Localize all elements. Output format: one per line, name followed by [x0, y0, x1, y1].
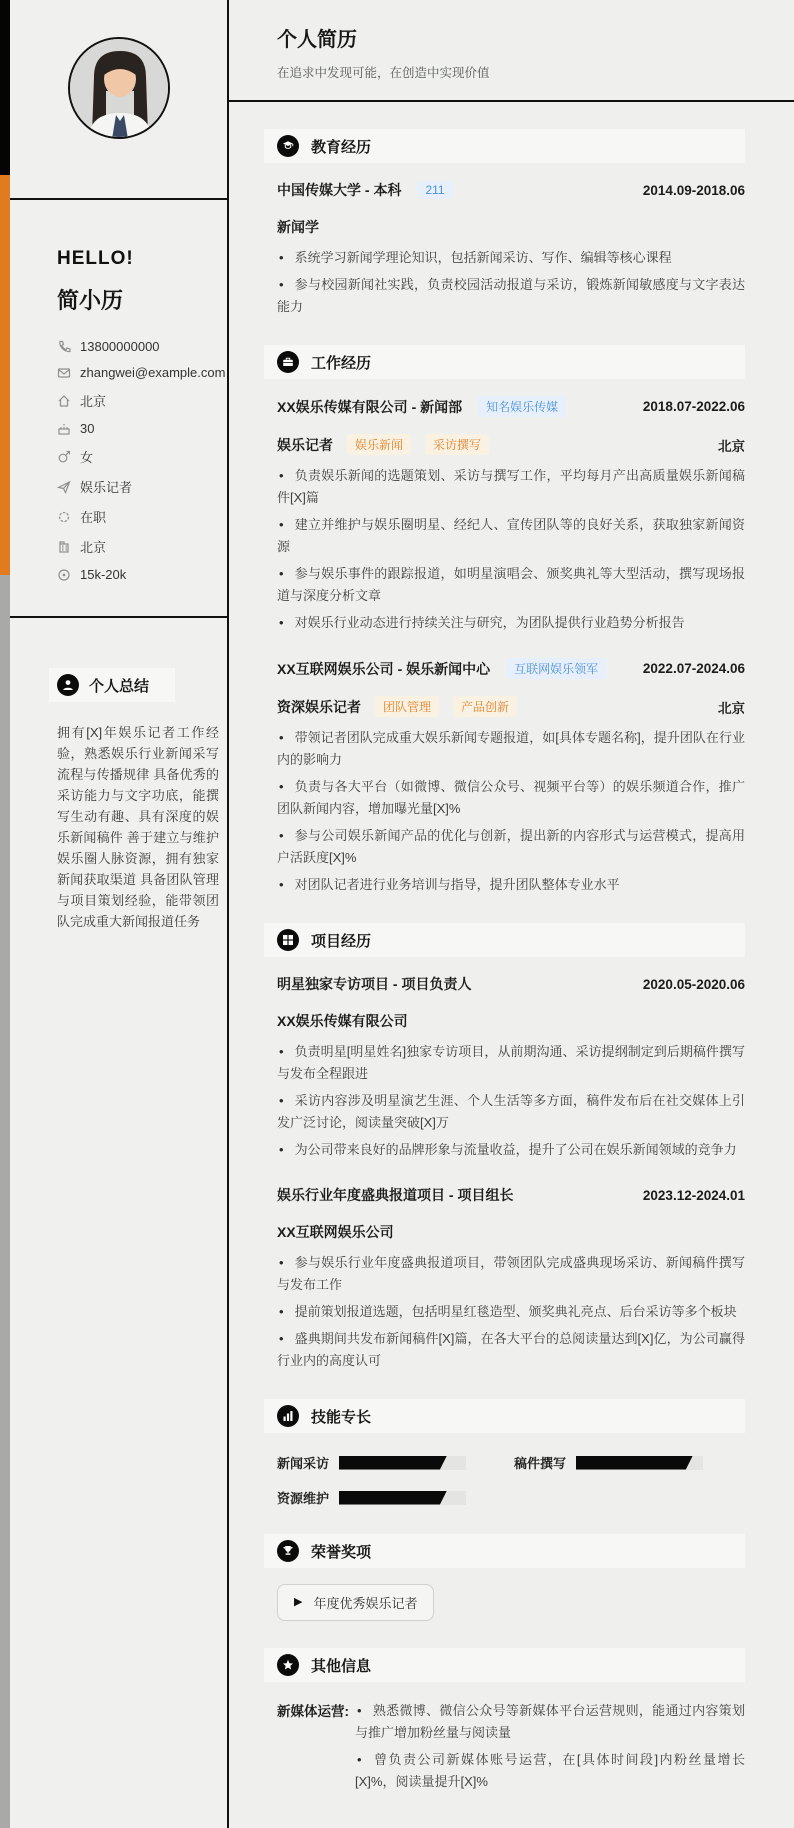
project-title-row	[277, 974, 745, 994]
projects-section	[277, 923, 745, 1372]
project-title-row	[277, 1185, 745, 1205]
job-location: 北京	[718, 438, 745, 454]
bullet-item: • 对娱乐行业动态进行持续关注与研究，为团队提供行业趋势分析报告	[279, 615, 685, 630]
contact-item-email	[57, 365, 226, 380]
home-icon	[57, 394, 71, 408]
summary-title: 个人总结	[89, 677, 150, 695]
page-title: 个人简历	[277, 29, 357, 51]
bullet-item: • 参与娱乐事件的跟踪报道，如明星演唱会、颁奖典礼等大型活动，撰写现场报道与深度分析文章	[277, 566, 745, 603]
city-icon	[57, 540, 71, 554]
bullet-item: • 系统学习新闻学理论知识，包括新闻采访、写作、编辑等核心课程	[279, 250, 672, 265]
major-row	[277, 217, 745, 237]
skill-bar-fill	[339, 1456, 447, 1470]
accent-gray-segment	[0, 575, 10, 1828]
other-info-label: 新媒体运营:	[277, 1704, 349, 1719]
skills-grid	[277, 1453, 703, 1507]
page-subtitle: 在追求中发现可能，在创造中实现价值	[277, 66, 490, 80]
summary-text: 拥有[X]年娱乐记者工作经验，熟悉娱乐行业新闻采写流程与传播规律 具备优秀的采访能力与文字功底，能撰写生动有趣、具有深度的娱乐新闻稿件 善于建立与维护娱乐圈人脉资源，拥有独家新闻获取渠道 具备团队管理与项目策划经验，能带领团队完成重大新闻报道任务	[57, 725, 219, 929]
contact-item-salary	[57, 567, 215, 582]
left-accent-bar	[0, 0, 10, 1828]
skill-label: 稿件撰写	[514, 1456, 567, 1471]
position-icon	[57, 480, 71, 494]
other-section-header	[264, 1648, 745, 1682]
job-company-row	[277, 658, 745, 679]
job-role-row	[277, 434, 745, 455]
other-info-row	[277, 1700, 745, 1798]
honor-label: 年度优秀娱乐记者	[313, 1596, 418, 1611]
project-bullets	[277, 1252, 745, 1372]
job-role-row	[277, 696, 745, 717]
bullet-item: • 为公司带来良好的品牌形象与流量收益，提升了公司在娱乐新闻领域的竞争力	[279, 1142, 737, 1157]
major-name: 新闻学	[277, 219, 319, 235]
contact-value: 女	[80, 450, 94, 465]
education-entry-row	[277, 180, 745, 200]
photo-block	[10, 0, 227, 200]
avatar	[68, 37, 170, 139]
contact-item-city	[57, 537, 215, 556]
project-bullets	[277, 1041, 745, 1161]
role-tag: 采访撰写	[425, 434, 489, 455]
work-section	[277, 345, 745, 896]
age-icon	[57, 422, 71, 436]
contact-value: zhangwei@example.com	[80, 365, 226, 380]
star-icon	[277, 1654, 299, 1676]
school-tag: 211	[417, 181, 452, 199]
job-location: 北京	[718, 700, 745, 716]
bar-chart-icon	[277, 1405, 299, 1427]
contact-value: 30	[80, 421, 95, 436]
person-icon	[57, 674, 79, 696]
section-title: 工作经历	[311, 354, 372, 372]
skill-bar-track	[339, 1456, 466, 1470]
project-company-row	[277, 1011, 745, 1031]
skill-label: 资源维护	[277, 1491, 330, 1506]
education-bullets	[277, 247, 745, 318]
education-section-header	[264, 129, 745, 163]
skill-bar-track	[339, 1491, 466, 1505]
bullet-item: • 负责与各大平台（如微博、微信公众号、视频平台等）的娱乐频道合作，推广团队新闻内容，增加曝光量[X]%	[277, 779, 745, 816]
accent-orange-segment	[0, 175, 10, 575]
bullet-item: • 参与校园新闻社实践，负责校园活动报道与采访，锻炼新闻敏感度与文字表达能力	[277, 277, 745, 314]
company-tag: 知名娱乐传媒	[478, 396, 566, 417]
education-section	[277, 129, 745, 318]
status-icon	[57, 510, 71, 524]
company-name: XX娱乐传媒有限公司 - 新闻部	[277, 398, 463, 415]
job-company-row	[277, 396, 745, 417]
project-name: 娱乐行业年度盛典报道项目 - 项目组长	[277, 1187, 514, 1203]
email-icon	[57, 366, 71, 380]
briefcase-icon	[277, 351, 299, 373]
gender-icon	[57, 450, 71, 464]
skill-item	[277, 1453, 466, 1472]
summary-header	[49, 668, 175, 702]
bullet-item: • 参与公司娱乐新闻产品的优化与创新，提出新的内容形式与运营模式，提高用户活跃度[X]%	[277, 828, 745, 865]
contact-value: 13800000000	[80, 339, 160, 354]
candidate-name: 简小历	[57, 288, 124, 313]
project-date: 2020.05-2020.06	[642, 976, 745, 992]
contact-list	[57, 339, 226, 582]
summary-section	[10, 618, 227, 952]
contact-value: 娱乐记者	[80, 480, 133, 495]
project-name: 明星独家专访项目 - 项目负责人	[277, 976, 472, 992]
trophy-icon	[277, 1540, 299, 1562]
sidebar-info-block	[10, 200, 227, 618]
work-section-header	[264, 345, 745, 379]
bullet-item: • 曾负责公司新媒体账号运营，在[具体时间段]内粉丝量增长[X]%，阅读量提升[X]%	[355, 1752, 745, 1789]
project-company: XX娱乐传媒有限公司	[277, 1013, 408, 1029]
role-tag: 娱乐新闻	[347, 434, 411, 455]
contact-item-phone	[57, 339, 215, 354]
project-company: XX互联网娱乐公司	[277, 1224, 394, 1240]
company-tag: 互联网娱乐领军	[506, 658, 606, 679]
contact-item-gender	[57, 447, 215, 466]
job-role: 资深娱乐记者	[277, 698, 361, 715]
job-bullets	[277, 465, 745, 634]
bullet-item: • 负责明星[明星姓名]独家专访项目，从前期沟通、采访提纲制定到后期稿件撰写与发布全程跟进	[277, 1044, 745, 1081]
company-name: XX互联网娱乐公司 - 娱乐新闻中心	[277, 660, 491, 677]
contact-value: 在职	[80, 510, 107, 525]
job-date: 2018.07-2022.06	[642, 399, 745, 414]
skills-section	[277, 1399, 745, 1507]
contact-item-age	[57, 421, 215, 436]
bullet-item: • 熟悉微博、微信公众号等新媒体平台运营规则，能通过内容策划与推广增加粉丝量与阅读量	[355, 1703, 745, 1740]
graduation-cap-icon	[277, 135, 299, 157]
skills-section-header	[264, 1399, 745, 1433]
bullet-item: • 盛典期间共发布新闻稿件[X]篇，在各大平台的总阅读量达到[X]亿，为公司赢得行业内的高度认可	[277, 1331, 745, 1368]
bullet-item: • 带领记者团队完成重大娱乐新闻专题报道，如[具体专题名称]，提升团队在行业内的影响力	[277, 730, 745, 767]
job-role: 娱乐记者	[277, 436, 333, 453]
other-bullets	[355, 1700, 745, 1798]
honors-section	[277, 1534, 745, 1621]
section-title: 教育经历	[311, 138, 372, 156]
grid-icon	[277, 929, 299, 951]
contact-value: 北京	[80, 540, 107, 555]
honors-section-header	[264, 1534, 745, 1568]
salary-icon	[57, 568, 71, 582]
section-title: 项目经历	[311, 932, 372, 950]
section-title: 荣誉奖项	[311, 1543, 372, 1561]
bullet-item: • 对团队记者进行业务培训与指导，提升团队整体专业水平	[279, 877, 620, 892]
skill-bar-fill	[339, 1491, 447, 1505]
skill-bar-fill	[576, 1456, 693, 1470]
job-date: 2022.07-2024.06	[642, 661, 745, 676]
skill-item	[514, 1453, 703, 1472]
role-tag: 团队管理	[375, 696, 439, 717]
project-company-row	[277, 1222, 745, 1242]
contact-item-position	[57, 477, 215, 496]
section-title: 技能专长	[311, 1408, 372, 1426]
accent-black-segment	[0, 0, 10, 175]
skill-label: 新闻采访	[277, 1456, 330, 1471]
bullet-item: • 参与娱乐行业年度盛典报道项目，带领团队完成盛典现场采访、新闻稿件撰写与发布工作	[277, 1255, 745, 1292]
hello-text: HELLO!	[57, 248, 134, 269]
bullet-item: • 建立并维护与娱乐圈明星、经纪人、宣传团队等的良好关系，获取独家新闻资源	[277, 517, 745, 554]
play-triangle-icon: ▶	[294, 1596, 303, 1608]
main-content	[229, 0, 794, 1828]
project-date: 2023.12-2024.01	[642, 1187, 745, 1203]
education-date: 2014.09-2018.06	[642, 182, 745, 198]
bullet-item: • 提前策划报道选题，包括明星红毯造型、颁奖典礼亮点、后台采访等多个板块	[279, 1304, 737, 1319]
section-title: 其他信息	[311, 1657, 372, 1675]
resume-header	[229, 0, 794, 102]
contact-item-home	[57, 391, 215, 410]
role-tag: 产品创新	[453, 696, 517, 717]
phone-icon	[57, 340, 71, 354]
projects-section-header	[264, 923, 745, 957]
skill-bar-track	[576, 1456, 703, 1470]
contact-value: 15k-20k	[80, 567, 127, 582]
contact-item-status	[57, 507, 215, 526]
skill-item	[277, 1488, 466, 1507]
avatar-illustration	[70, 39, 170, 139]
honor-item[interactable]	[277, 1584, 434, 1621]
sidebar	[10, 0, 229, 1828]
bullet-item: • 采访内容涉及明星演艺生涯、个人生活等多方面，稿件发布后在社交媒体上引发广泛讨论，阅读量突破[X]万	[277, 1093, 745, 1130]
job-bullets	[277, 727, 745, 896]
other-info-section	[277, 1648, 745, 1798]
contact-value: 北京	[80, 394, 107, 409]
bullet-item: • 负责娱乐新闻的选题策划、采访与撰写工作，平均每月产出高质量娱乐新闻稿件[X]篇	[277, 468, 745, 505]
school-name: 中国传媒大学 - 本科	[277, 182, 402, 198]
